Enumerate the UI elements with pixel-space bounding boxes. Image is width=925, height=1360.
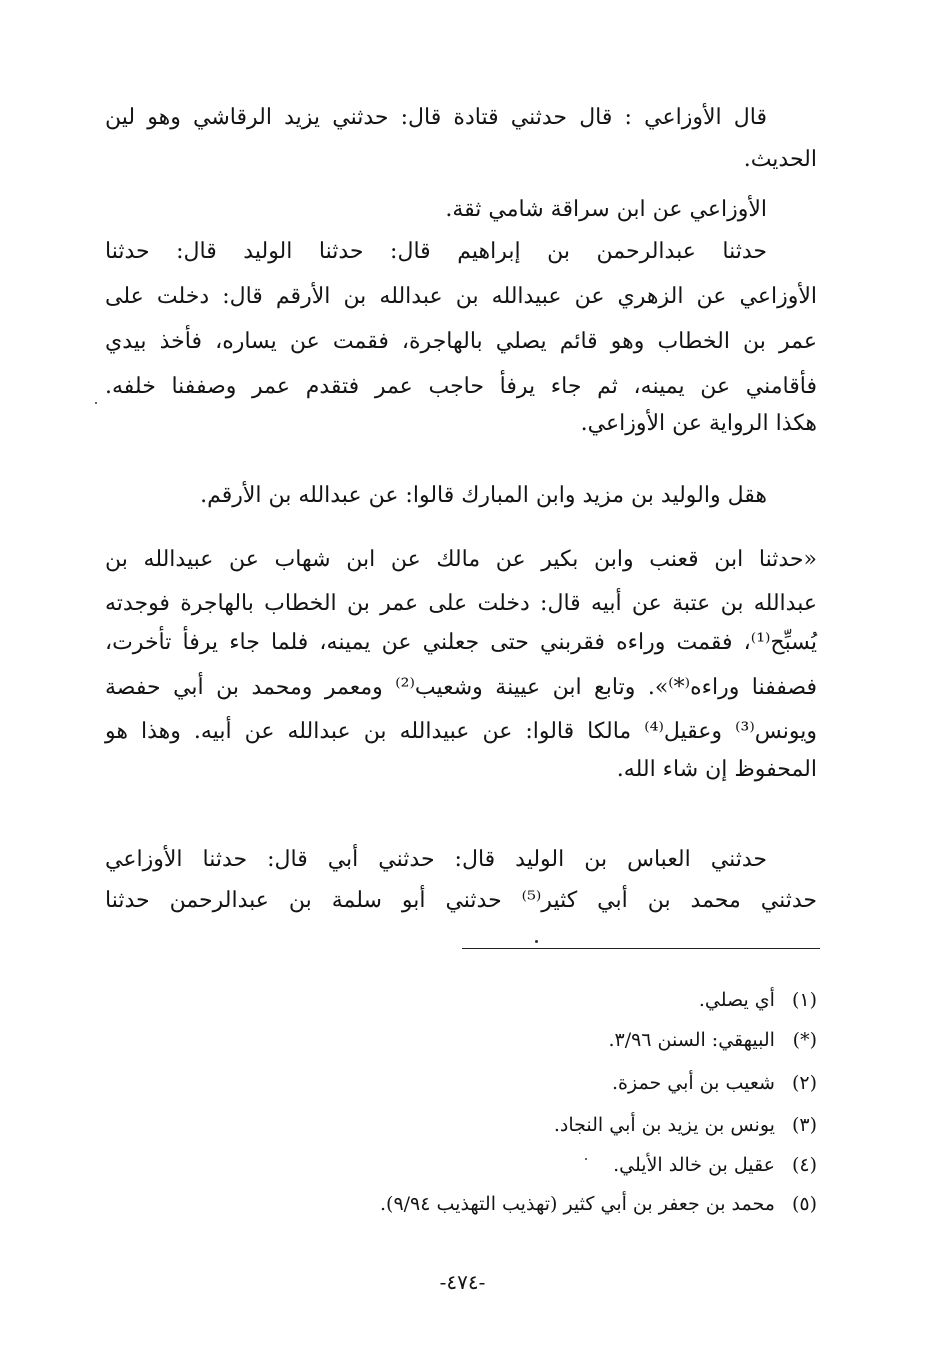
footnote-number: (٥) bbox=[791, 1193, 817, 1215]
text-line: فصففنا وراءه⁽*⁾». وتابع ابن عيينة وشعيب⁽²⁾ ومعمر ومحمد بن أبي حفصة bbox=[105, 675, 817, 700]
footnote bbox=[117, 1025, 817, 1055]
footnote bbox=[117, 1110, 817, 1140]
text-line: هقل والوليد بن مزيد وابن المبارك قالوا: عن عبدالله بن الأرقم. bbox=[200, 483, 767, 508]
text-line: حدثني محمد بن أبي كثير⁽⁵⁾ حدثني أبو سلمة بن عبدالرحمن حدثنا bbox=[105, 888, 817, 913]
footnote-number: (٤) bbox=[791, 1154, 817, 1176]
text-line: الأوزاعي عن ابن سراقة شامي ثقة. bbox=[445, 197, 767, 222]
text-line: عبدالله بن عتبة عن أبيه قال: دخلت على عمر بن الخطاب بالهاجرة فوجدته bbox=[105, 591, 817, 616]
footnote-number: (٣) bbox=[791, 1114, 817, 1136]
footnote-text: عقيل بن خالد الأيلي. bbox=[613, 1154, 775, 1176]
footnote-number: (١) bbox=[791, 989, 817, 1011]
footnote bbox=[117, 1150, 817, 1180]
text-line: هكذا الرواية عن الأوزاعي. bbox=[580, 411, 817, 436]
footnote-number: (٢) bbox=[791, 1072, 817, 1094]
text-line: فأقامني عن يمينه، ثم جاء يرفأ حاجب عمر فتقدم عمر وصففنا خلفه. bbox=[105, 374, 817, 399]
text-line: يُسبِّح⁽¹⁾، فقمت وراءه فقربني حتى جعلني عن يمينه، فلما جاء يرفأ تأخرت، bbox=[105, 630, 818, 655]
text-line: قال الأوزاعي : قال حدثني قتادة قال: حدثني يزيد الرقاشي وهو لين bbox=[105, 105, 767, 130]
text-line: «حدثنا ابن قعنب وابن بكير عن مالك عن ابن شهاب عن عبيدالله بن bbox=[105, 547, 817, 572]
text-line: المحفوظ إن شاء الله. bbox=[616, 757, 817, 782]
footnote-text: يونس بن يزيد بن أبي النجاد. bbox=[553, 1114, 775, 1136]
text-line: الحديث. bbox=[743, 147, 817, 172]
text-line: حدثنا عبدالرحمن بن إبراهيم قال: حدثنا الوليد قال: حدثنا bbox=[105, 239, 767, 264]
page-number: -٤٧٤- bbox=[439, 1270, 486, 1294]
text-line: الأوزاعي عن الزهري عن عبيدالله بن عبدالله بن الأرقم قال: دخلت على bbox=[105, 284, 817, 309]
text-line: ويونس⁽³⁾ وعقيل⁽⁴⁾ مالكا قالوا: عن عبيدالله بن عبدالله عن أبيه. وهذا هو bbox=[105, 719, 817, 744]
footnote bbox=[117, 985, 817, 1015]
scan-speck bbox=[535, 940, 538, 943]
scan-speck bbox=[585, 1158, 587, 1160]
text-line: حدثني العباس بن الوليد قال: حدثني أبي قال: حدثنا الأوزاعي bbox=[105, 847, 767, 872]
footnote bbox=[117, 1068, 817, 1098]
footnote bbox=[117, 1189, 817, 1219]
footnote-text: أي يصلي. bbox=[698, 989, 775, 1011]
footnote-text: محمد بن جعفر بن أبي كثير (تهذيب التهذيب ٩/٩٤). bbox=[379, 1193, 775, 1215]
scan-speck bbox=[95, 402, 97, 404]
footnote-number: (*) bbox=[792, 1029, 817, 1051]
footnote-text: البيهقي: السنن ٣/٩٦. bbox=[608, 1029, 775, 1051]
text-line: عمر بن الخطاب وهو قائم يصلي بالهاجرة، فقمت عن يساره، فأخذ بيدي bbox=[105, 329, 817, 354]
footnote-separator bbox=[462, 948, 820, 949]
footnote-text: شعيب بن أبي حمزة. bbox=[611, 1072, 775, 1094]
